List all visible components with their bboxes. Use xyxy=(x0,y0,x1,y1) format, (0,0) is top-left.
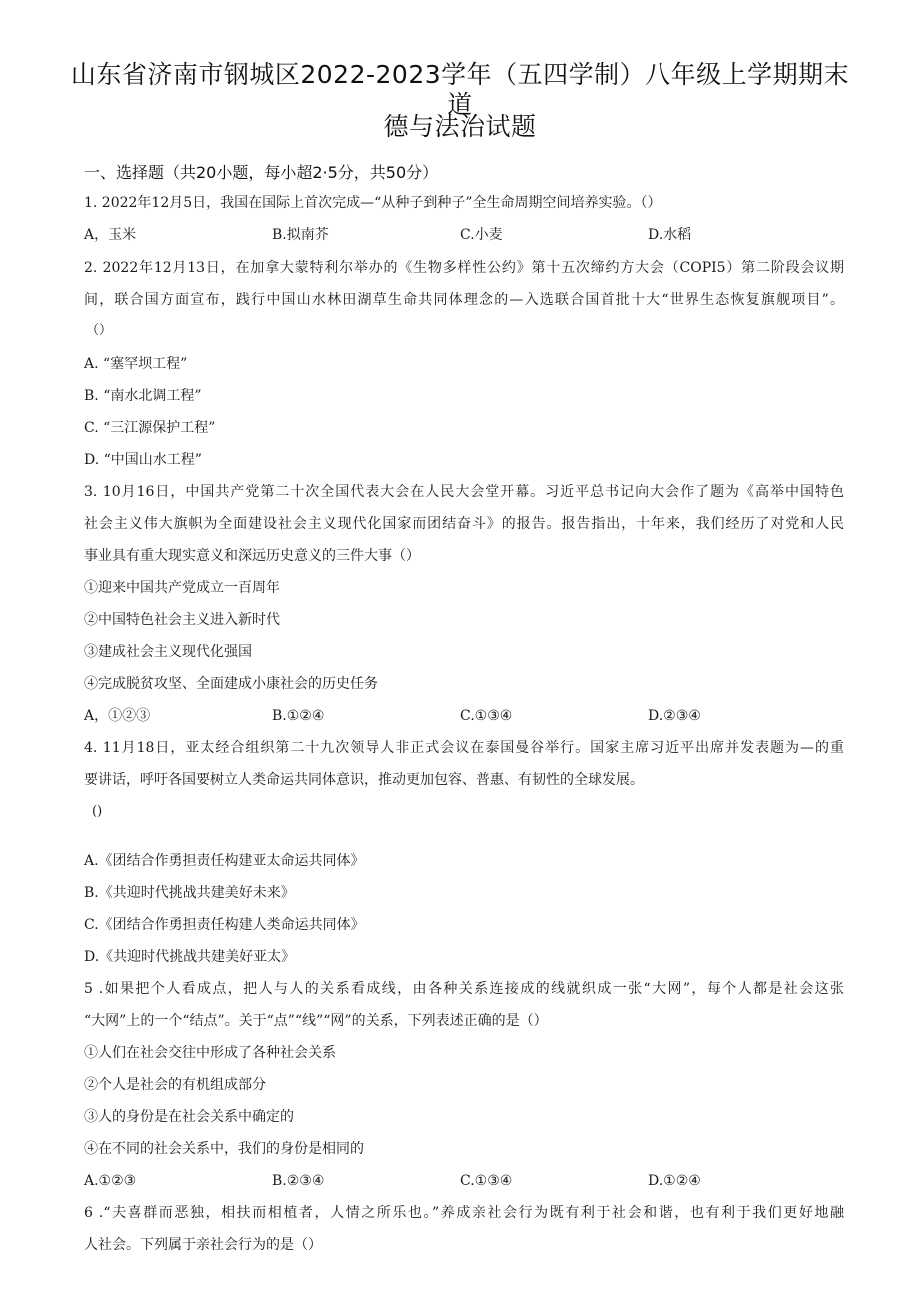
q5-item-1: ①人们在社会交往中形成了各种社会关系 xyxy=(84,1045,336,1061)
q5-item-3: ③人的身份是在社会关系中确定的 xyxy=(84,1109,294,1125)
question-4-stem-line-1: 4. 11月18日，亚太经合组织第二十九次领导人非正式会议在泰国曼谷举行。国家主席习近平出席并发表题为—的重 xyxy=(84,740,844,756)
question-3-stem-line-2: 社会主义伟大旗帜为全面建设社会主义现代化国家而团结奋斗》的报告。报告指出，十年来，我们经历了对党和人民 xyxy=(84,516,844,532)
q3-option-a: A，①②③ xyxy=(84,708,151,724)
q3-item-2: ②中国特色社会主义进入新时代 xyxy=(84,612,280,628)
question-4-stem-line-2: 要讲话，呼吁各国要树立人类命运共同体意识，推动更加包容、普惠、有韧性的全球发展。 xyxy=(84,772,644,788)
question-2-answer-blank: （） xyxy=(86,323,113,338)
q1-option-c: C.小麦 xyxy=(460,227,503,243)
question-3-stem-line-3: 事业具有重大现实意义和深远历史意义的三件大事（） xyxy=(84,548,420,564)
q4-option-c: C.《团结合作勇担责任构建人类命运共同体》 xyxy=(84,917,365,933)
q5-option-a: A.①②③ xyxy=(84,1173,137,1189)
q1-option-b: B.拟南芥 xyxy=(272,227,329,243)
q4-option-a: A.《团结合作勇担责任构建亚太命运共同体》 xyxy=(84,853,365,869)
question-1-stem: 1. 2022年12月5日，我国在国际上首次完成—“从种子到种子”全生命周期空间培养实验。（） xyxy=(84,195,662,211)
q5-option-d: D.①②④ xyxy=(648,1173,701,1189)
question-4-answer-blank: () xyxy=(92,804,103,819)
q3-item-3: ③建成社会主义现代化强国 xyxy=(84,644,252,660)
q2-option-d: D. “中国山水工程” xyxy=(84,452,202,468)
q3-option-d: D.②③④ xyxy=(648,708,701,724)
q5-item-4: ④在不同的社会关系中，我们的身份是相同的 xyxy=(84,1141,364,1157)
exam-title-line-2: 德与法治试题 xyxy=(383,112,537,141)
q4-option-b: B.《共迎时代挑战共建美好未来》 xyxy=(84,885,295,901)
question-2-stem-line-1: 2. 2022年12月13日，在加拿大蒙特利尔举办的《生物多样性公约》第十五次缔约方大会（COPI5）第二阶段会议期 xyxy=(84,260,844,276)
q3-option-b: B.①②④ xyxy=(272,708,325,724)
section-heading: 一、选择题（共20小题，每小超2·5分，共50分） xyxy=(84,163,439,182)
q5-option-b: B.②③④ xyxy=(272,1173,325,1189)
question-5-stem-line-2: “大网”上的一个“结点”。关于“点”“线”“网”的关系，下列表述正确的是（） xyxy=(84,1013,548,1029)
q1-option-a: A，玉米 xyxy=(84,227,137,243)
question-5-stem-line-1: 5 .如果把个人看成点，把人与人的关系看成线，由各种关系连接成的线就织成一张“大网”，每个人都是社会这张 xyxy=(84,981,844,997)
q2-option-c: C. “三江源保护工程” xyxy=(84,420,216,436)
q3-item-4: ④完成脱贫攻坚、全面建成小康社会的历史任务 xyxy=(84,676,378,692)
exam-title-line-1: 山东省济南市钢城区2022-2023学年（五四学制）八年级上学期期末道 xyxy=(70,60,850,119)
question-3-stem-line-1: 3. 10月16日，中国共产党第二十次全国代表大会在人民大会堂开幕。习近平总书记向大会作了题为《高举中国特色 xyxy=(84,484,844,500)
q4-option-d: D.《共迎时代挑战共建美好亚太》 xyxy=(84,949,296,965)
q5-option-c: C.①③④ xyxy=(460,1173,513,1189)
question-6-stem-line-2: 人社会。下列属于亲社会行为的是（） xyxy=(84,1237,322,1253)
q3-item-1: ①迎来中国共产党成立一百周年 xyxy=(84,580,280,596)
q3-option-c: C.①③④ xyxy=(460,708,513,724)
q1-option-d: D.水稻 xyxy=(648,227,692,243)
question-2-stem-line-2: 间，联合国方面宣布，践行中国山水林田湖草生命共同体理念的—入选联合国首批十大“世界生态恢复旗舰项目”。 xyxy=(84,292,844,308)
q2-option-b: B. “南水北调工程” xyxy=(84,388,202,404)
q5-item-2: ②个人是社会的有机组成部分 xyxy=(84,1077,266,1093)
question-6-stem-line-1: 6 .“夫喜群而恶独，相扶而相植者，人情之所乐也。”养成亲社会行为既有利于社会和谐，也有利于我们更好地融 xyxy=(84,1205,844,1221)
q2-option-a: A. “塞罕坝工程” xyxy=(84,356,188,372)
